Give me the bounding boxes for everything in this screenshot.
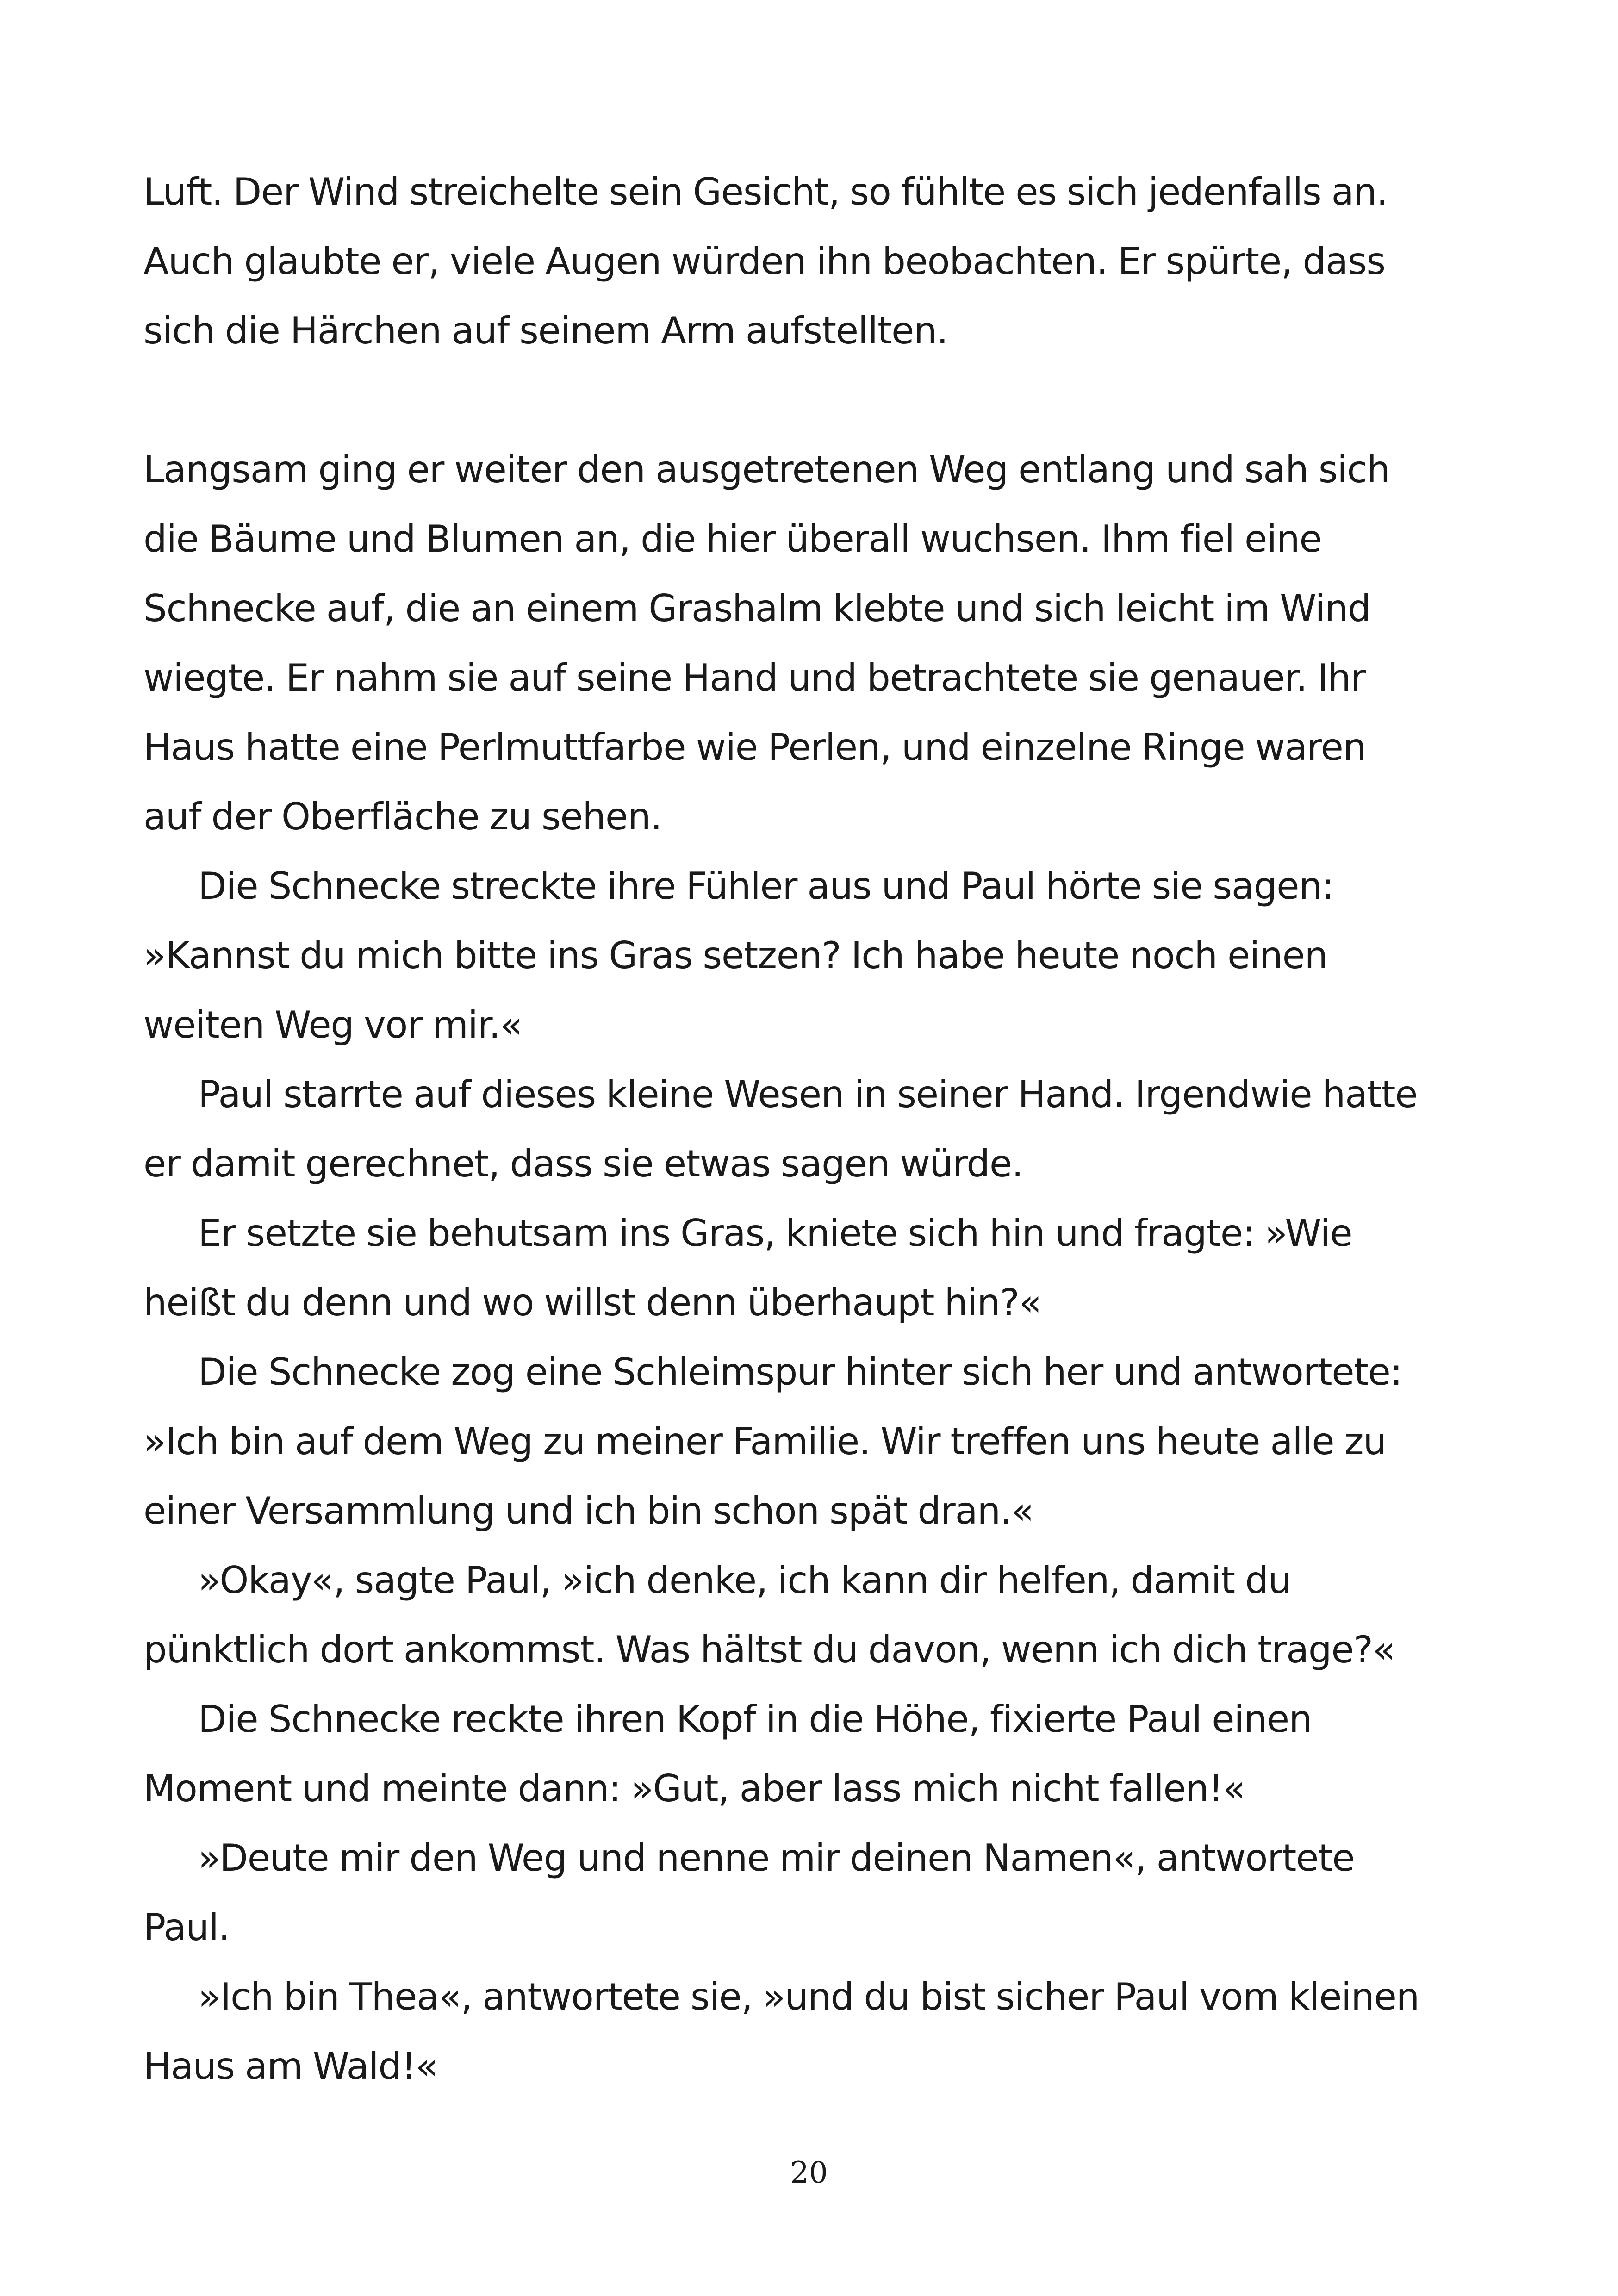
body-text xyxy=(143,157,1421,2101)
paragraph-1: Luft. Der Wind streichelte sein Gesicht, so fühlte es sich jedenfalls an. Auch glaubte er, viele Augen würden ihn beobachten. Er spürte, dass sich die Härchen auf seinem Arm aufstellten. xyxy=(143,170,1388,352)
paragraph-4: Paul starrte auf dieses kleine Wesen in seiner Hand. Irgendwie hatte er damit gerechnet, dass sie etwas sagen würde. xyxy=(143,1073,1418,1185)
paragraph-6: Die Schnecke zog eine Schleimspur hinter sich her und antwortete: »Ich bin auf dem Weg zu meiner Familie. Wir treffen uns heute alle zu einer Versammlung und ich bin schon spät dran.« xyxy=(143,1350,1402,1532)
paragraph-9: »Deute mir den Weg und nenne mir deinen Namen«, antwortete Paul. xyxy=(143,1836,1355,1949)
paragraph-2: Langsam ging er weiter den ausgetretenen Weg entlang und sah sich die Bäume und Blumen an, die hier überall wuchsen. Ihm fiel eine Schnecke auf, die an einem Grashalm klebte und sich leicht im Wind wiegte. Er nahm sie auf seine Hand und betrachtete sie genauer. Ihr Haus hatte eine Perlmuttfarbe wie Perlen, und einzelne Ringe waren auf der Oberfläche zu sehen. xyxy=(143,448,1390,838)
paragraph-5: Er setzte sie behutsam ins Gras, kniete sich hin und fragte: »Wie heißt du denn und wo willst denn überhaupt hin?« xyxy=(143,1212,1352,1324)
page-number: 20 xyxy=(790,2156,828,2190)
paragraph-8: Die Schnecke reckte ihren Kopf in die Höhe, fixierte Paul einen Moment und meinte dann: »Gut, aber lass mich nicht fallen!« xyxy=(143,1698,1312,1810)
paragraph-7: »Okay«, sagte Paul, »ich denke, ich kann dir helfen, damit du pünktlich dort ankommst. Was hältst du davon, wenn ich dich trage?« xyxy=(143,1559,1395,1671)
section-break xyxy=(143,366,1421,435)
paragraph-10: »Ich bin Thea«, antwortete sie, »und du bist sicher Paul vom kleinen Haus am Wald!« xyxy=(143,1975,1419,2088)
paragraph-3: Die Schnecke streckte ihre Fühler aus und Paul hörte sie sagen: »Kannst du mich bitte ins Gras setzen? Ich habe heute noch einen weiten Weg vor mir.« xyxy=(143,865,1334,1046)
